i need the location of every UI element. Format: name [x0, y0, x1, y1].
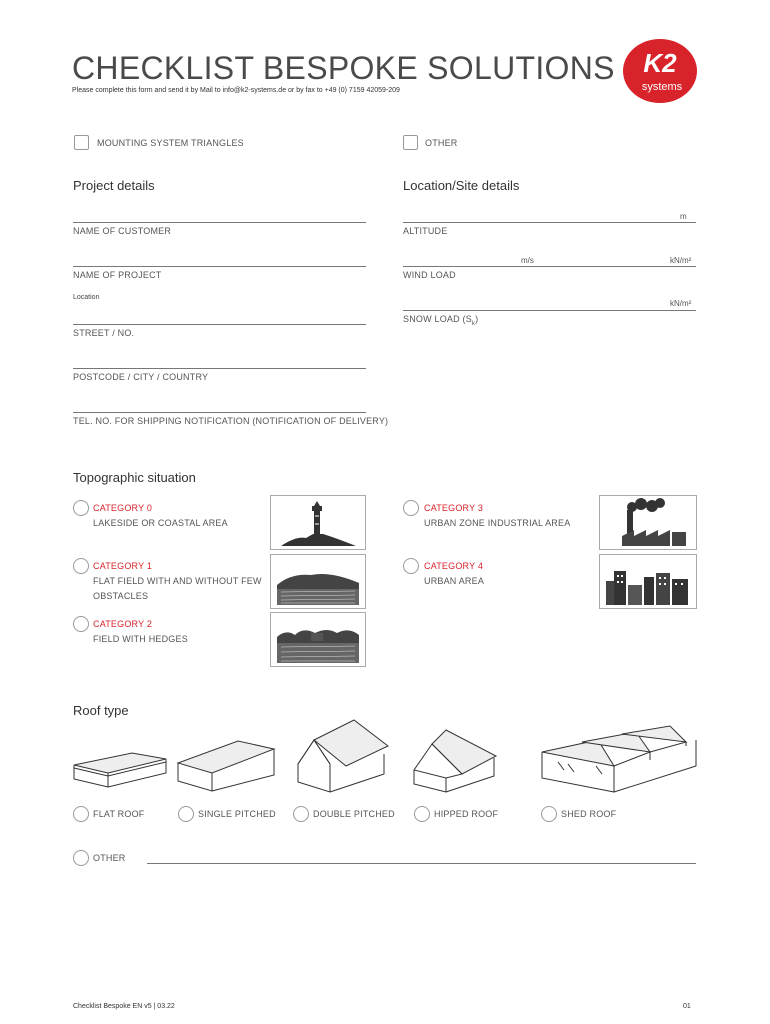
- urban-area-image: [599, 554, 697, 609]
- logo-text-top: K2: [643, 48, 677, 78]
- footer-doc-id: Checklist Bespoke EN v5 | 03.22: [73, 1003, 175, 1010]
- industrial-area-image: [599, 495, 697, 550]
- street-label: STREET / NO.: [73, 328, 135, 338]
- flat-roof-drawing: [72, 735, 168, 795]
- snow-load-field[interactable]: [403, 310, 696, 311]
- topographic-heading: Topographic situation: [73, 470, 196, 485]
- single-pitched-label: SINGLE PITCHED: [198, 809, 276, 819]
- street-field[interactable]: [73, 324, 366, 325]
- page-number: 01: [683, 1003, 691, 1010]
- altitude-unit: m: [680, 212, 687, 221]
- other-roof-label: OTHER: [93, 853, 126, 863]
- category-3-desc: URBAN ZONE INDUSTRIAL AREA: [424, 518, 571, 528]
- mounting-triangles-label: MOUNTING SYSTEM TRIANGLES: [97, 138, 244, 148]
- flat-roof-label: FLAT ROOF: [93, 809, 145, 819]
- project-details-heading: Project details: [73, 178, 155, 193]
- single-pitched-drawing: [176, 735, 276, 795]
- logo-text-bottom: systems: [641, 81, 683, 93]
- wind-unit-kn: kN/m²: [670, 256, 692, 265]
- project-name-field[interactable]: [73, 266, 366, 267]
- category-1-desc-2: OBSTACLES: [93, 591, 149, 601]
- hipped-roof-drawing: [410, 722, 498, 795]
- category-0-desc: LAKESIDE OR COASTAL AREA: [93, 518, 228, 528]
- page-subtitle: Please complete this form and send it by Mail to info@k2-systems.de or by fax to +49 (0) 7159 42059-209: [72, 87, 400, 94]
- category-1-label: CATEGORY 1: [93, 561, 153, 571]
- other-roof-radio[interactable]: [73, 850, 89, 866]
- altitude-field[interactable]: [403, 222, 696, 223]
- other-roof-field[interactable]: [147, 863, 696, 864]
- category-0-radio[interactable]: [73, 500, 89, 516]
- wind-load-label: WIND LOAD: [403, 270, 456, 280]
- hipped-roof-radio[interactable]: [414, 806, 430, 822]
- category-0-label: CATEGORY 0: [93, 503, 153, 513]
- site-details-heading: Location/Site details: [403, 178, 520, 193]
- postcode-field[interactable]: [73, 368, 366, 369]
- lighthouse-image: [270, 495, 366, 550]
- shed-roof-label: SHED ROOF: [561, 809, 617, 819]
- customer-name-label: NAME OF CUSTOMER: [73, 226, 172, 236]
- roof-type-heading: Roof type: [73, 703, 129, 718]
- customer-name-field[interactable]: [73, 222, 366, 223]
- field-hedges-image: [270, 612, 366, 667]
- snow-load-label: SNOW LOAD $(S_k)$: [403, 314, 479, 327]
- flat-roof-radio[interactable]: [73, 806, 89, 822]
- double-pitched-drawing: [294, 718, 390, 795]
- tel-field[interactable]: [73, 412, 366, 413]
- other-system-checkbox[interactable]: [403, 135, 418, 150]
- shed-roof-radio[interactable]: [541, 806, 557, 822]
- single-pitched-radio[interactable]: [178, 806, 194, 822]
- mounting-triangles-checkbox[interactable]: [74, 135, 89, 150]
- category-4-desc: URBAN AREA: [424, 576, 485, 586]
- snow-unit: kN/m²: [670, 299, 692, 308]
- page-title: CHECKLIST BESPOKE SOLUTIONS: [72, 50, 615, 86]
- double-pitched-label: DOUBLE PITCHED: [313, 809, 395, 819]
- k2-systems-logo: [622, 38, 698, 104]
- category-1-radio[interactable]: [73, 558, 89, 574]
- category-1-desc-1: FLAT FIELD WITH AND WITHOUT FEW: [93, 576, 262, 586]
- shed-roof-drawing: [538, 722, 698, 795]
- category-4-radio[interactable]: [403, 558, 419, 574]
- other-system-label: OTHER: [425, 138, 458, 148]
- location-hint: Location: [73, 294, 100, 301]
- category-3-label: CATEGORY 3: [424, 503, 484, 513]
- hipped-roof-label: HIPPED ROOF: [434, 809, 499, 819]
- altitude-label: ALTITUDE: [403, 226, 448, 236]
- category-2-radio[interactable]: [73, 616, 89, 632]
- category-2-desc: FIELD WITH HEDGES: [93, 634, 188, 644]
- postcode-label: POSTCODE / CITY / COUNTRY: [73, 372, 209, 382]
- project-name-label: NAME OF PROJECT: [73, 270, 162, 280]
- category-3-radio[interactable]: [403, 500, 419, 516]
- double-pitched-radio[interactable]: [293, 806, 309, 822]
- category-4-label: CATEGORY 4: [424, 561, 484, 571]
- tel-label: TEL. NO. FOR SHIPPING NOTIFICATION (NOTIFICATION OF DELIVERY): [73, 416, 389, 426]
- category-2-label: CATEGORY 2: [93, 619, 153, 629]
- flat-field-image: [270, 554, 366, 609]
- wind-load-field[interactable]: [403, 266, 696, 267]
- wind-unit-ms: m/s: [521, 256, 534, 265]
